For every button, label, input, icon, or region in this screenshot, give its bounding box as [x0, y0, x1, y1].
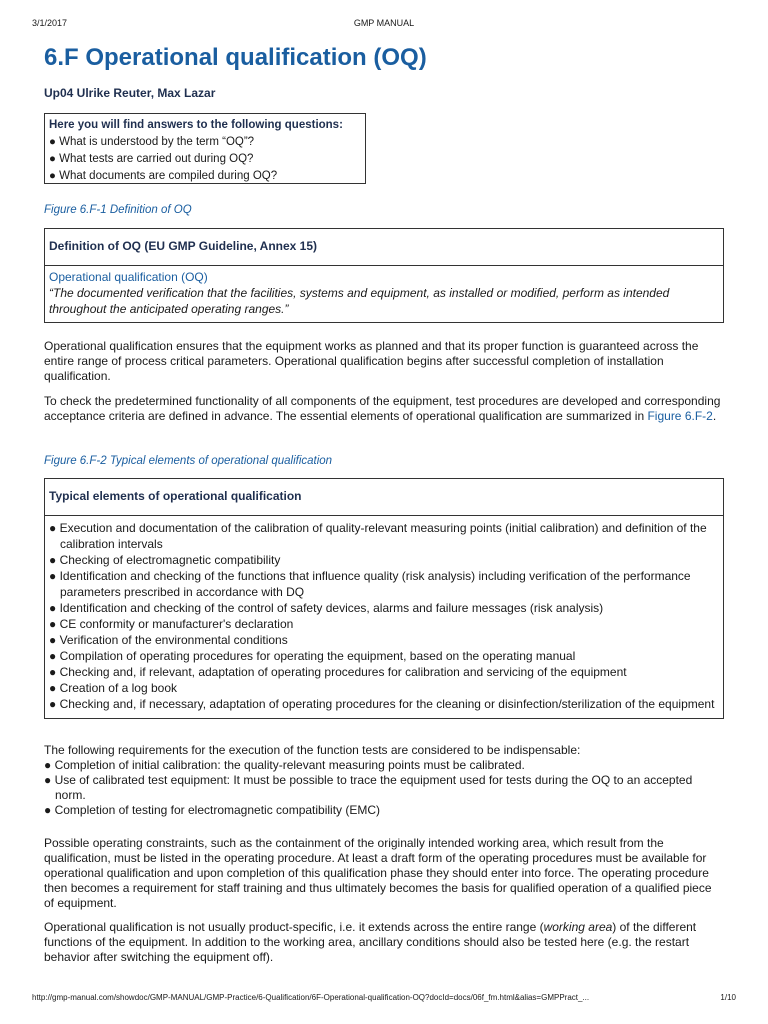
header-title: GMP MANUAL: [353, 18, 415, 28]
footer-url: http://gmp-manual.com/showdoc/GMP-MANUAL/GMP-Practice/6-Qualification/6F-Operational-qualification-OQ?docId=docs/06f_fm.html&alias=GMPPract_...: [32, 993, 590, 1002]
paragraph-test-procedures: [44, 394, 724, 424]
list-item: ● CE conformity or manufacturer's declaration: [49, 617, 294, 631]
list-item: ● Identification and checking of the control of safety devices, alarms and failure messages (risk analysis): [49, 601, 604, 615]
list-item: ● Completion of testing for electromagnetic compatibility (EMC): [44, 803, 381, 817]
requirements-list: [44, 758, 724, 818]
authors: Up04 Ulrike Reuter, Max Lazar: [44, 86, 216, 100]
list-item: ● Checking and, if relevant, adaptation of operating procedures for calibration and servicing of the equipment: [49, 665, 627, 679]
definition-quote: “The documented verification that the facilities, systems and equipment, as installed or modified, perform as intended throughout the anticipated operating ranges.”: [49, 286, 670, 316]
working-area-term: working area: [543, 920, 613, 934]
paragraph-text: Operational qualification is not usually product-specific, i.e. it extends across the entire range (: [44, 920, 544, 934]
figure-2-caption: Figure 6.F-2 Typical elements of operational qualification: [44, 455, 333, 467]
header-date: 3/1/2017: [32, 18, 68, 28]
figure-6f2-link[interactable]: Figure 6.F-2: [647, 409, 713, 423]
definition-body: [45, 266, 723, 322]
question-item: ● What is understood by the term “OQ”?: [49, 136, 255, 148]
question-item: ● What documents are compiled during OQ?: [49, 170, 278, 182]
list-item: ● Checking and, if necessary, adaptation of operating procedures for the cleaning or disinfection/sterilization of the equipment: [49, 697, 715, 711]
list-item: ● Execution and documentation of the calibration of quality-relevant measuring points (initial calibration) and definition of the calibration intervals: [49, 521, 707, 551]
definition-heading: Definition of OQ (EU GMP Guideline, Annex 15): [45, 229, 723, 266]
requirements-section: [44, 743, 724, 818]
paragraph-working-area: [44, 920, 724, 965]
list-item: ● Use of calibrated test equipment: It must be possible to trace the equipment used for tests during the OQ to an accepted norm.: [44, 773, 693, 802]
paragraph-text: To check the predetermined functionality of all components of the equipment, test procedures are developed and corresponding acceptance criteria are defined in advance. The essential elements of operational qualification are summarized in: [44, 394, 721, 423]
elements-list: [45, 516, 723, 718]
footer-page-number: 1/10: [720, 993, 736, 1002]
list-item: ● Checking of electromagnetic compatibility: [49, 553, 281, 567]
elements-heading: Typical elements of operational qualification: [45, 479, 723, 516]
requirements-intro: The following requirements for the execution of the function tests are considered to be indispensable:: [44, 743, 581, 757]
definition-term: Operational qualification (OQ): [49, 270, 208, 284]
page-title: 6.F Operational qualification (OQ): [44, 44, 427, 71]
paragraph-operating-constraints: Possible operating constraints, such as the containment of the originally intended working area, which result from the qualification, must be listed in the operating procedure. At least a draft form of the operating procedures must be available for operational qualification and upon completion of this qualification phase they should enter into force. The operating procedure then becomes a requirement for staff training and thus ultimately becomes the basis for qualified operation of a qualified piece of equipment.: [44, 836, 712, 910]
definition-box: [44, 228, 724, 323]
questions-box: [44, 113, 366, 184]
elements-box: [44, 478, 724, 719]
list-item: ● Compilation of operating procedures for operating the equipment, based on the operating manual: [49, 649, 576, 663]
paragraph-oq-purpose: Operational qualification ensures that the equipment works as planned and that its proper function is guaranteed across the entire range of process critical parameters. Operational qualification begins after successful completion of installation qualification.: [44, 339, 699, 383]
paragraph-text: ) of the different functions of the equipment. In addition to the working area, ancillary conditions should also be tested here (e.g. the restart behavior after switching the equipment off).: [44, 920, 697, 964]
questions-heading: Here you will find answers to the following questions:: [49, 119, 343, 131]
paragraph-end: .: [712, 409, 717, 423]
list-item: ● Completion of initial calibration: the quality-relevant measuring points must be calibrated.: [44, 758, 525, 772]
list-item: ● Verification of the environmental conditions: [49, 633, 288, 647]
list-item: ● Creation of a log book: [49, 681, 177, 695]
figure-1-caption: Figure 6.F-1 Definition of OQ: [44, 204, 192, 216]
list-item: ● Identification and checking of the functions that influence quality (risk analysis) including verification of the performance parameters prescribed in accordance with DQ: [49, 569, 691, 599]
question-item: ● What tests are carried out during OQ?: [49, 153, 254, 165]
